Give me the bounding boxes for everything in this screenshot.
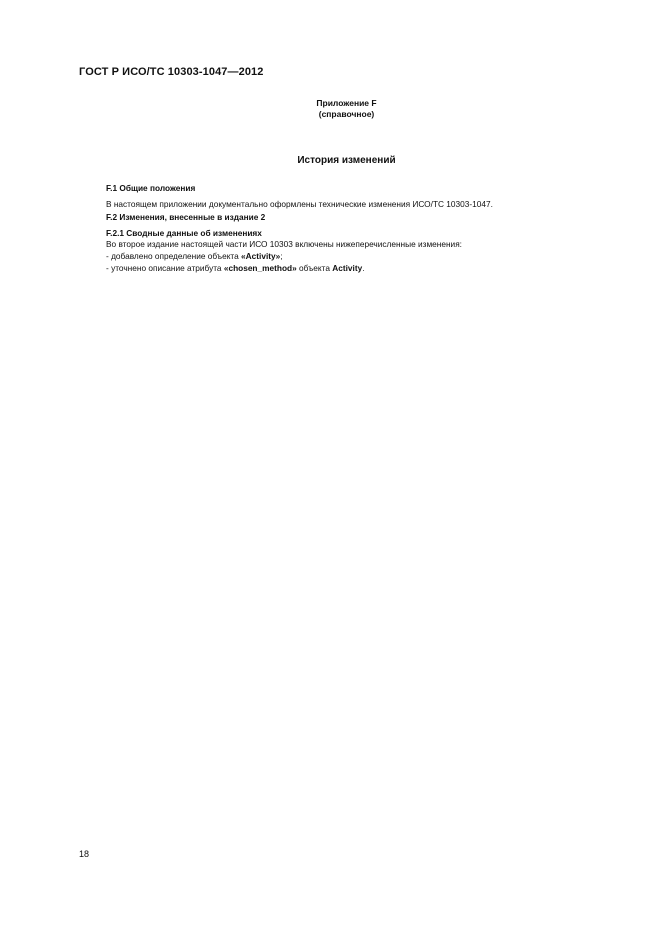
annex-label: Приложение F [316, 98, 377, 108]
section-f21-heading: F.2.1 Сводные данные об изменениях [106, 228, 262, 238]
attribute-name-chosen-method: «chosen_method» [223, 263, 297, 273]
section-f2-heading: F.2 Изменения, внесенные в издание 2 [106, 212, 266, 222]
annex-type: (справочное) [318, 109, 375, 119]
section-f1-heading: F.1 Общие положения [106, 183, 196, 193]
change-item-1-suffix: ; [280, 251, 283, 261]
entity-name-activity: «Activity» [241, 251, 281, 261]
change-item-1-text: - добавлено определение объекта [106, 251, 242, 261]
change-item-2-middle: объекта [296, 263, 333, 273]
document-header: ГОСТ Р ИСО/ТС 10303-1047—2012 [79, 66, 264, 78]
change-list-item-2 [106, 263, 365, 274]
change-item-2-text: - уточнено описание атрибута [106, 263, 224, 273]
entity-name-activity-2: Activity [332, 263, 363, 273]
change-list-item-1 [106, 251, 283, 262]
section-f1-text: В настоящем приложении документально оформлены технические изменения ИСО/ТС 10303-1047. [106, 199, 493, 209]
annex-title: История изменений [297, 155, 396, 166]
change-item-2-suffix: . [362, 263, 365, 273]
page-number: 18 [79, 849, 90, 859]
section-f21-intro: Во второе издание настоящей части ИСО 10303 включены нижеперечисленные изменения: [106, 239, 462, 249]
